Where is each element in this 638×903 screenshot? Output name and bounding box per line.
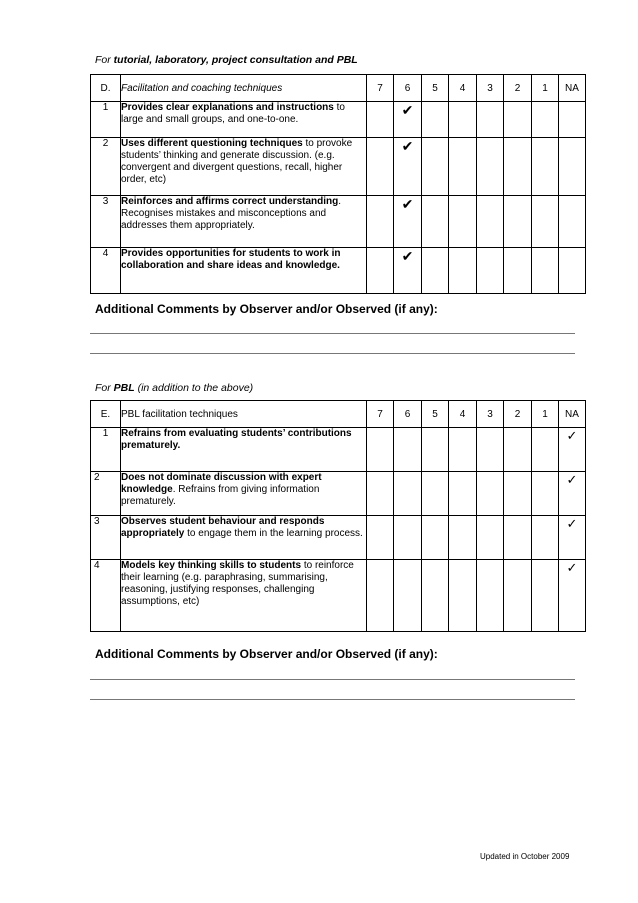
rating-cell-3[interactable] [477,102,504,138]
rating-cell-5[interactable] [422,516,449,560]
table-row [91,472,586,516]
section-e-caption [95,382,253,394]
item-description-bold: Reinforces and affirms correct understanding [121,196,339,207]
rating-cell-1[interactable] [532,248,559,294]
rating-cell-3[interactable] [477,138,504,196]
rating-cell-3[interactable] [477,560,504,632]
rating-cell-na[interactable] [559,196,586,248]
score-header: 1 [532,401,559,428]
rating-cell-3[interactable] [477,472,504,516]
caption-prefix: For [95,54,114,66]
rating-cell-7[interactable] [367,102,394,138]
comment-line [90,353,575,354]
rating-cell-7[interactable] [367,138,394,196]
comment-line [90,679,575,680]
table-header-row [91,401,586,428]
score-header: 6 [394,401,422,428]
score-header: 2 [504,75,532,102]
score-header: 3 [477,401,504,428]
rating-cell-6[interactable] [394,102,422,138]
table-row [91,196,586,248]
rating-cell-2[interactable] [504,472,532,516]
facilitation-table [90,74,586,294]
comment-line [90,699,575,700]
rating-cell-4[interactable] [449,248,477,294]
rating-cell-2[interactable] [504,560,532,632]
score-header: 5 [422,75,449,102]
table-row [91,428,586,472]
rating-cell-2[interactable] [504,516,532,560]
rating-cell-1[interactable] [532,472,559,516]
rating-cell-2[interactable] [504,248,532,294]
rating-cell-2[interactable] [504,138,532,196]
item-description-bold: Observes student behaviour and responds appropriately [121,516,325,539]
item-description-bold: Uses different questioning techniques [121,138,303,149]
checkmark-icon: ✔ [401,102,414,118]
section-title: PBL facilitation techniques [121,401,367,428]
item-description-rest: to engage them in the learning process. [184,528,363,539]
checkmark-icon: ✔ [401,138,414,154]
rating-cell-1[interactable] [532,196,559,248]
facilitation-table-body [91,102,586,294]
rating-cell-3[interactable] [477,428,504,472]
rating-cell-7[interactable] [367,428,394,472]
rating-cell-5[interactable] [422,196,449,248]
item-description-bold: Provides opportunities for students to work in collaboration and share ideas and knowledge. [121,248,341,271]
rating-cell-3[interactable] [477,196,504,248]
rating-cell-5[interactable] [422,472,449,516]
pbl-table-body [91,428,586,632]
checkmark-icon: ✓ [566,516,578,531]
item-description-bold: Does not dominate discussion with expert knowledge [121,472,322,495]
caption-rest: (in addition to the above) [134,382,254,394]
rating-cell-4[interactable] [449,102,477,138]
rating-cell-na[interactable] [559,516,586,560]
rating-cell-3[interactable] [477,248,504,294]
rating-cell-2[interactable] [504,196,532,248]
rating-cell-7[interactable] [367,560,394,632]
pbl-table [90,400,586,632]
rating-cell-6[interactable] [394,196,422,248]
rating-cell-5[interactable] [422,428,449,472]
rating-cell-1[interactable] [532,560,559,632]
item-description [121,102,367,138]
section-title: Facilitation and coaching techniques [121,75,367,102]
table-row [91,560,586,632]
rating-cell-na[interactable] [559,138,586,196]
section-id: D. [91,75,121,102]
score-header: 5 [422,401,449,428]
item-number: 4 [91,248,121,294]
rating-cell-3[interactable] [477,516,504,560]
score-header: 6 [394,75,422,102]
table-row [91,248,586,294]
rating-cell-6[interactable] [394,472,422,516]
rating-cell-1[interactable] [532,102,559,138]
checkmark-icon: ✓ [566,428,578,443]
item-description [121,516,367,560]
item-description-bold: Models key thinking skills to students [121,560,302,571]
rating-cell-6[interactable] [394,138,422,196]
item-description [121,428,367,472]
item-description-rest: to large and small groups, and one-to-one. [121,102,345,125]
rating-cell-na[interactable] [559,472,586,516]
rating-cell-7[interactable] [367,516,394,560]
rating-cell-1[interactable] [532,138,559,196]
score-header: 2 [504,401,532,428]
table-row [91,516,586,560]
rating-cell-4[interactable] [449,196,477,248]
rating-cell-4[interactable] [449,428,477,472]
checkmark-icon: ✔ [401,196,414,212]
checkmark-icon: ✓ [566,472,578,487]
rating-cell-7[interactable] [367,248,394,294]
item-description-rest: . Recognises mistakes and misconceptions and addresses them appropriately. [121,196,342,231]
caption-bold: PBL [113,382,135,394]
item-description [121,196,367,248]
item-description-rest: . Refrains from giving information prematurely. [121,484,320,507]
rating-cell-7[interactable] [367,472,394,516]
table-row [91,102,586,138]
rating-cell-7[interactable] [367,196,394,248]
rating-cell-6[interactable] [394,516,422,560]
item-number: 3 [91,516,121,560]
score-header: 4 [449,401,477,428]
checkmark-icon: ✔ [401,248,414,264]
rating-cell-4[interactable] [449,138,477,196]
item-number: 1 [91,102,121,138]
comment-line [90,333,575,334]
rating-cell-5[interactable] [422,138,449,196]
rating-cell-6[interactable] [394,248,422,294]
rating-cell-4[interactable] [449,472,477,516]
item-number: 4 [91,560,121,632]
item-description-bold: Provides clear explanations and instructions [121,102,334,113]
section-d-caption [95,54,358,66]
score-header: 3 [477,75,504,102]
score-header: 7 [367,401,394,428]
rating-cell-6[interactable] [394,428,422,472]
rating-cell-na[interactable] [559,560,586,632]
item-number: 1 [91,428,121,472]
rating-cell-5[interactable] [422,102,449,138]
footer-note: Updated in October 2009 [480,852,570,861]
score-header: 4 [449,75,477,102]
rating-cell-2[interactable] [504,428,532,472]
item-number: 2 [91,472,121,516]
comments-label-e: Additional Comments by Observer and/or Observed (if any): [95,647,438,661]
rating-cell-5[interactable] [422,248,449,294]
item-description-rest: to provoke students’ thinking and generate discussion. (e.g. convergent and divergent questions, recall, higher order, etc) [121,138,353,185]
item-description [121,138,367,196]
rating-cell-4[interactable] [449,516,477,560]
table-row [91,138,586,196]
item-description-rest: to reinforce their learning (e.g. paraphrasing, summarising, reasoning, justifying responses, challenging assumptions, etc) [121,560,354,607]
rating-cell-na[interactable] [559,428,586,472]
caption-prefix: For [95,382,114,394]
score-header: 7 [367,75,394,102]
score-header: NA [559,75,586,102]
score-header: NA [559,401,586,428]
caption-bold: tutorial, laboratory, project consultation and PBL [113,54,358,66]
section-id: E. [91,401,121,428]
item-description [121,472,367,516]
item-number: 3 [91,196,121,248]
table-header-row [91,75,586,102]
item-description-bold: Refrains from evaluating students’ contributions prematurely. [121,428,352,451]
comments-label-d: Additional Comments by Observer and/or Observed (if any): [95,302,438,316]
item-description [121,560,367,632]
rating-cell-6[interactable] [394,560,422,632]
item-number: 2 [91,138,121,196]
rating-cell-2[interactable] [504,102,532,138]
rating-cell-4[interactable] [449,560,477,632]
rating-cell-5[interactable] [422,560,449,632]
rating-cell-1[interactable] [532,516,559,560]
rating-cell-na[interactable] [559,102,586,138]
score-header: 1 [532,75,559,102]
checkmark-icon: ✓ [566,560,578,575]
item-description [121,248,367,294]
rating-cell-na[interactable] [559,248,586,294]
rating-cell-1[interactable] [532,428,559,472]
